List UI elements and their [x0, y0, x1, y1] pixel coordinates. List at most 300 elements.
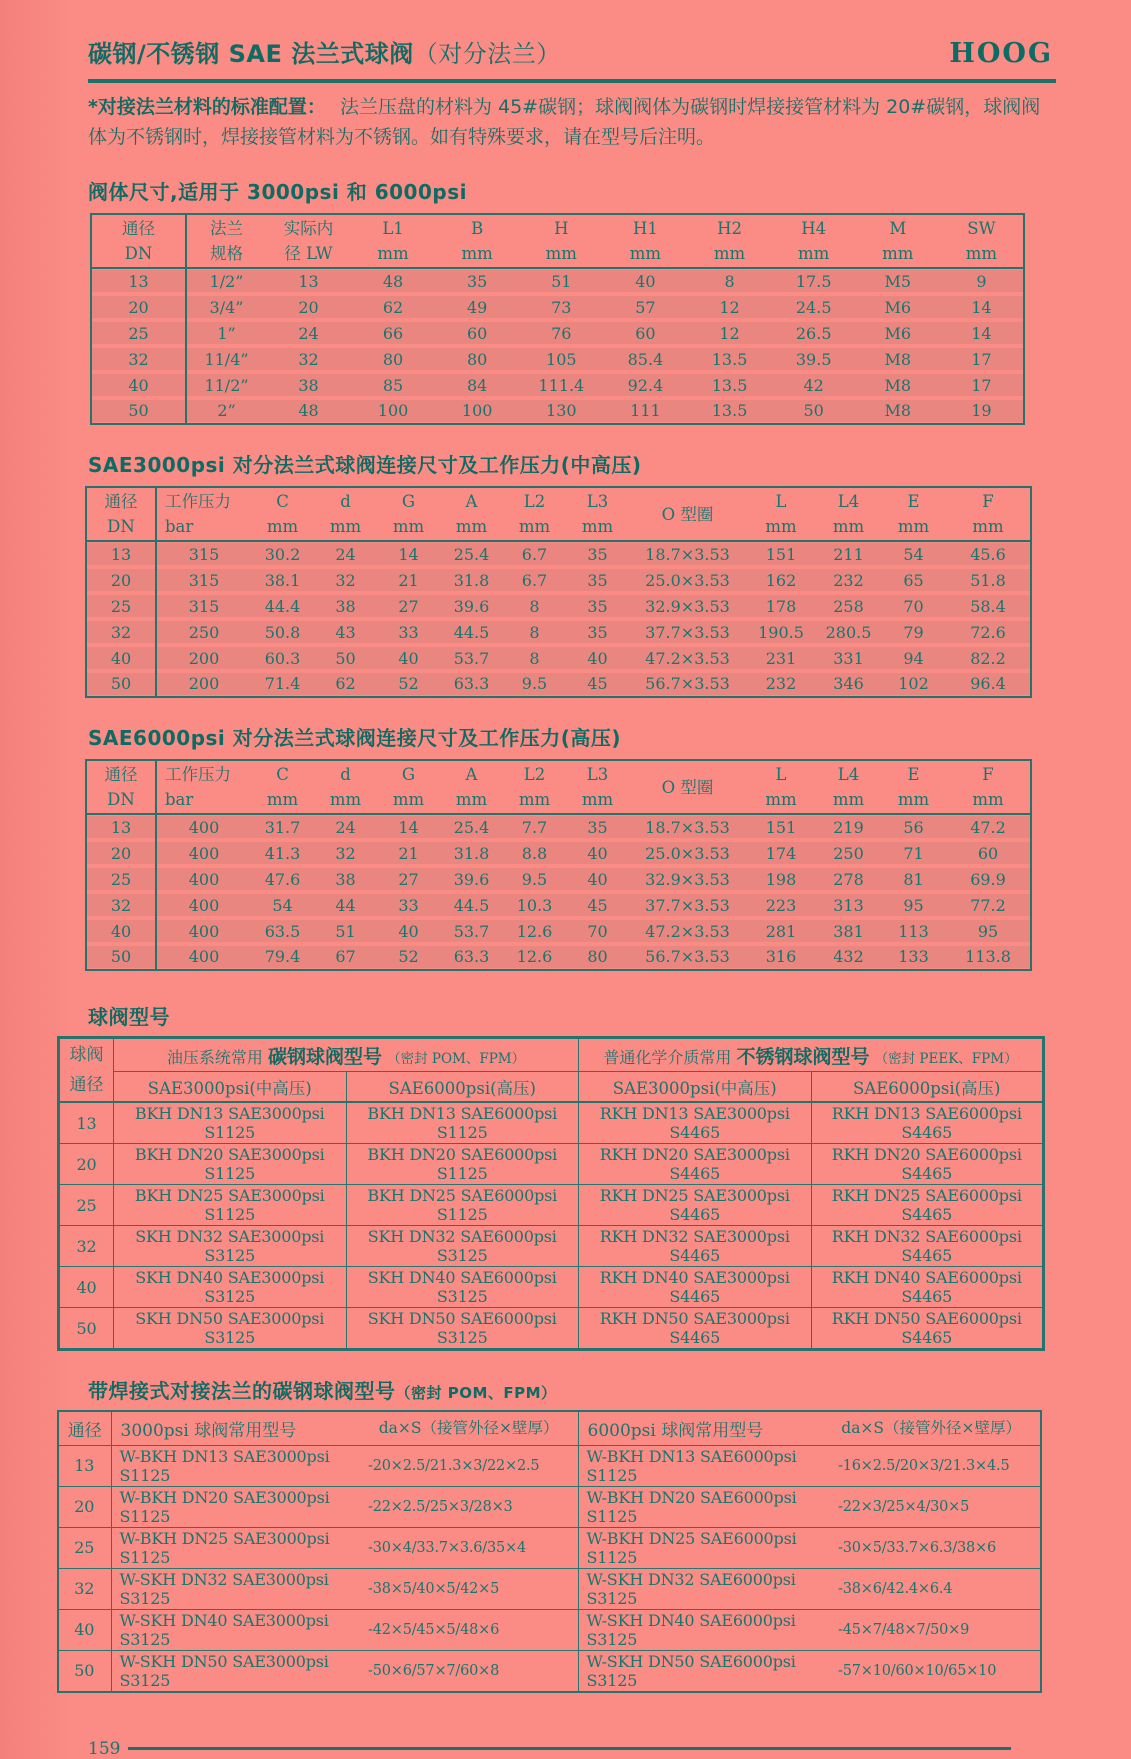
table-cell: 40: [587, 648, 608, 668]
table-row: [86, 567, 1031, 593]
table-cell: 67: [335, 947, 356, 966]
column-header: F mm: [972, 765, 1004, 809]
table-cell: W-BKH DN13 SAE3000psi S1125: [111, 1445, 366, 1486]
footer-divider: [128, 1747, 1011, 1750]
table-cell: 58.4: [970, 596, 1006, 616]
table-cell: 18.7×3.53: [645, 545, 730, 564]
table-cell: 57: [635, 297, 656, 317]
table-cell: 280.5: [825, 622, 872, 642]
table-cell: 47.2×3.53: [645, 648, 730, 668]
column-header: L3 mm: [581, 492, 614, 536]
table-cell: BKH DN13 SAE6000psi S1125: [346, 1102, 579, 1144]
table-cell: 40: [587, 869, 608, 889]
table-cell: 178: [765, 596, 797, 616]
table-cell: 130: [546, 401, 577, 420]
section-title-models: 球阀型号: [88, 1005, 170, 1029]
column-spec-label: da×S（接管外径×壁厚）: [841, 1418, 1022, 1437]
table-cell: M6: [884, 297, 912, 317]
section-title-body-size: 阀体尺寸,适用于 3000psi 和 6000psi: [88, 180, 467, 204]
column-header: O 型圈: [661, 504, 714, 524]
column-header: E mm: [897, 765, 930, 809]
table-cell: 51.8: [970, 570, 1006, 590]
table-cell: 30.2: [264, 545, 301, 564]
table-row: [58, 1609, 1041, 1650]
table-cell: 40: [91, 372, 186, 398]
column-header: A mm: [455, 492, 488, 536]
table-cell: M5: [884, 272, 912, 291]
table-cell: -30×5/33.7×6.3/38×6: [836, 1527, 1041, 1568]
table-cell: 25.0×3.53: [645, 570, 730, 590]
group-label-seal: （密封 PEEK、FPM）: [874, 1050, 1018, 1067]
table-cell: 8: [529, 648, 540, 668]
table-cell: 20: [59, 1144, 114, 1185]
table-cell: -16×2.5/20×3/21.3×4.5: [836, 1445, 1041, 1486]
page-header: [88, 34, 1053, 69]
table-row: [59, 1308, 1044, 1350]
table-row: [58, 1527, 1041, 1568]
table-cell: 40: [398, 921, 419, 941]
table-cell: 48: [298, 401, 319, 420]
section-title-sae3000: SAE3000psi 对分法兰式球阀连接尺寸及工作压力(中高压): [88, 453, 642, 477]
column-header: L4 mm: [832, 492, 865, 536]
table-cell: 40: [398, 648, 419, 668]
welded-title-seal: （密封 POM、FPM）: [395, 1384, 557, 1402]
table-cell: 25.4: [453, 545, 490, 564]
table-cell: 38: [335, 596, 356, 616]
group-label-prefix: 油压系统常用: [166, 1047, 263, 1067]
column-header: L mm: [765, 492, 797, 536]
table-cell: 60: [977, 843, 999, 863]
column-header: 法兰 规格: [210, 219, 243, 263]
table-cell: 20: [86, 840, 156, 866]
table-cell: 24.5: [795, 297, 832, 317]
table-cell: 47.2×3.53: [645, 921, 730, 941]
table-cell: RKH DN32 SAE6000psi S4465: [811, 1226, 1044, 1267]
table-cell: 32: [91, 346, 186, 372]
group-label-prefix: 普通化学介质常用: [603, 1047, 732, 1067]
table-cell: 105: [546, 349, 577, 369]
table-header-row: [58, 1411, 1041, 1445]
table-cell: 82.2: [970, 648, 1006, 668]
table-cell: 12: [719, 297, 740, 317]
table-cell: 14: [398, 818, 419, 837]
table-cell: 79: [903, 622, 924, 642]
table-cell: 381: [833, 921, 864, 941]
table-cell: 13.5: [711, 349, 748, 369]
table-cell: 232: [833, 570, 864, 590]
column-header: O 型圈: [661, 777, 714, 797]
table-cell: 162: [765, 570, 797, 590]
table-cell: 39.6: [453, 596, 490, 616]
sae3000-table: [85, 486, 1032, 698]
page-footer: [88, 1739, 1011, 1759]
table-row: [86, 671, 1031, 697]
table-cell: 40: [635, 272, 656, 291]
table-cell: 346: [833, 674, 864, 693]
table-cell: 25.0×3.53: [645, 843, 730, 863]
table-cell: 50: [86, 944, 156, 970]
column-header-6000psi: [578, 1411, 1041, 1445]
table-cell: 10.3: [516, 895, 553, 915]
table-row: [58, 1650, 1041, 1692]
table-row: [58, 1445, 1041, 1486]
table-cell: 32: [86, 892, 156, 918]
table-cell: 13.5: [711, 375, 748, 395]
table-cell: 32: [335, 570, 356, 590]
table-cell: 95: [903, 895, 924, 915]
table-cell: 39.5: [795, 349, 832, 369]
table-cell: 41.3: [264, 843, 301, 863]
table-row: [59, 1102, 1044, 1144]
table-cell: 315: [188, 570, 220, 590]
materials-note-text: 法兰压盘的材料为 45#碳钢；球阀阀体为碳钢时焊接接管材料为 20#碳钢，球阀阀体为不锈钢时，焊接接管材料为不锈钢。如有特殊要求，请在型号后注明。: [88, 96, 1041, 148]
table-cell: RKH DN20 SAE3000psi S4465: [579, 1144, 812, 1185]
table-cell: 71.4: [264, 674, 301, 693]
table-cell: -38×6/42.4×6.4: [836, 1568, 1041, 1609]
column-header: F mm: [972, 492, 1004, 536]
table-cell: 8: [529, 596, 540, 616]
table-cell: 50: [335, 648, 356, 668]
table-cell: 81: [903, 869, 924, 889]
table-row: [86, 619, 1031, 645]
table-cell: SKH DN40 SAE3000psi S3125: [114, 1267, 347, 1308]
table-cell: 31.8: [453, 570, 490, 590]
table-cell: W-BKH DN20 SAE6000psi S1125: [578, 1486, 836, 1527]
table-cell: 21: [398, 570, 419, 590]
table-cell: 40: [59, 1267, 114, 1308]
table-cell: 102: [898, 674, 929, 693]
table-cell: 151: [765, 818, 797, 837]
column-header: SW mm: [965, 219, 998, 263]
table-cell: 51: [335, 921, 356, 941]
table-cell: 50: [59, 1308, 114, 1350]
table-cell: 27: [398, 869, 419, 889]
table-cell: 44.5: [453, 622, 490, 642]
table-cell: 200: [188, 674, 220, 693]
table-cell: 85.4: [627, 349, 664, 369]
table-cell: -57×10/60×10/65×10: [836, 1650, 1041, 1692]
table-row: [86, 944, 1031, 970]
table-cell: 42: [803, 375, 824, 395]
column-group-carbon-steel: [114, 1038, 579, 1072]
table-cell: 32: [86, 619, 156, 645]
table-cell: 17: [971, 349, 992, 369]
model-number-table: [57, 1036, 1045, 1351]
table-cell: 18.7×3.53: [645, 818, 730, 837]
table-cell: 8: [529, 622, 540, 642]
table-cell: W-SKH DN40 SAE6000psi S3125: [578, 1609, 836, 1650]
table-cell: 17: [971, 375, 992, 395]
table-cell: 6.7: [521, 570, 548, 590]
table-cell: SKH DN50 SAE6000psi S3125: [346, 1308, 579, 1350]
table-cell: 400: [188, 921, 220, 941]
table-cell: 258: [833, 596, 864, 616]
table-cell: 13: [298, 272, 319, 291]
table-cell: RKH DN40 SAE3000psi S4465: [579, 1267, 812, 1308]
table-cell: BKH DN20 SAE6000psi S1125: [346, 1144, 579, 1185]
table-cell: 20: [58, 1486, 111, 1527]
table-row: [58, 1486, 1041, 1527]
table-cell: 174: [765, 843, 797, 863]
table-row: [91, 398, 1024, 424]
table-cell: 79.4: [264, 947, 301, 966]
table-cell: 113: [898, 921, 929, 941]
table-row: [91, 346, 1024, 372]
column-header: 通径 DN: [86, 760, 156, 814]
table-header-row: [86, 487, 1031, 541]
table-row: [91, 372, 1024, 398]
table-cell: 47.6: [264, 869, 301, 889]
column-header: SAE6000psi(高压): [811, 1072, 1044, 1102]
table-cell: 39.6: [453, 869, 490, 889]
table-cell: 49: [467, 297, 488, 317]
table-cell: 45.6: [970, 545, 1006, 564]
table-cell: 9: [976, 272, 987, 291]
table-cell: W-BKH DN13 SAE6000psi S1125: [578, 1445, 836, 1486]
table-cell: 40: [86, 645, 156, 671]
body-size-table: [90, 213, 1025, 425]
table-row: [86, 918, 1031, 944]
column-header: SAE3000psi(中高压): [114, 1072, 347, 1102]
table-cell: 84: [467, 375, 488, 395]
table-cell: 400: [188, 895, 220, 915]
column-header: 实际内 径 LW: [283, 219, 334, 263]
table-cell: 80: [587, 947, 608, 966]
table-cell: 50.8: [264, 622, 301, 642]
column-header: SAE6000psi(高压): [346, 1072, 579, 1102]
table-cell: 24: [335, 545, 356, 564]
column-header: 工作压力 bar: [165, 765, 231, 809]
title-divider: [88, 79, 1056, 83]
table-row: [86, 840, 1031, 866]
table-cell: 13: [86, 814, 156, 840]
table-cell: RKH DN25 SAE3000psi S4465: [579, 1185, 812, 1226]
table-cell: 111.4: [538, 375, 585, 395]
table-cell: 60.3: [264, 648, 301, 668]
table-cell: 52: [398, 947, 419, 966]
column-header: H mm: [545, 219, 577, 263]
section-title-sae6000: SAE6000psi 对分法兰式球阀连接尺寸及工作压力(高压): [88, 726, 622, 750]
table-cell: W-SKH DN32 SAE3000psi S3125: [111, 1568, 366, 1609]
table-cell: 12.6: [516, 947, 553, 966]
table-cell: 35: [587, 622, 608, 642]
column-header: L3 mm: [581, 765, 614, 809]
table-cell: 17.5: [795, 272, 832, 291]
table-cell: 151: [765, 545, 797, 564]
table-cell: 25: [86, 593, 156, 619]
table-header-row: [91, 214, 1024, 268]
table-cell: 60: [635, 323, 656, 343]
column-header: M mm: [882, 219, 914, 263]
table-cell: 25.4: [453, 818, 490, 837]
column-header: 工作压力 bar: [165, 492, 231, 536]
table-cell: BKH DN25 SAE6000psi S1125: [346, 1185, 579, 1226]
table-row: [86, 866, 1031, 892]
table-cell: 50: [86, 671, 156, 697]
table-cell: 54: [903, 545, 924, 564]
table-cell: 33: [398, 622, 419, 642]
table-cell: 37.7×3.53: [645, 895, 730, 915]
table-cell: 400: [188, 843, 220, 863]
column-header-dn: [59, 1038, 114, 1103]
table-cell: 219: [833, 818, 864, 837]
table-cell: 6.7: [521, 545, 548, 564]
table-cell: W-BKH DN25 SAE3000psi S1125: [111, 1527, 366, 1568]
table-cell: 37.7×3.53: [645, 622, 730, 642]
table-cell: -45×7/48×7/50×9: [836, 1609, 1041, 1650]
column-header: 通径 DN: [86, 487, 156, 541]
table-subheader-row: [59, 1072, 1044, 1102]
table-cell: 80: [467, 349, 488, 369]
table-cell: 40: [58, 1609, 111, 1650]
table-cell: 32: [59, 1226, 114, 1267]
table-cell: 33: [398, 895, 419, 915]
table-cell: 92.4: [627, 375, 664, 395]
table-row: [59, 1226, 1044, 1267]
table-row: [59, 1185, 1044, 1226]
table-cell: 50: [91, 398, 186, 424]
table-cell: 38.1: [264, 570, 301, 590]
table-cell: M6: [884, 323, 912, 343]
table-cell: 13: [59, 1102, 114, 1144]
column-header: SAE3000psi(中高压): [579, 1072, 812, 1102]
column-header: E mm: [897, 492, 930, 536]
column-header: 通径 DN: [91, 214, 186, 268]
table-cell: 54: [272, 895, 293, 915]
table-cell: 133: [898, 947, 929, 966]
welded-model-table: [57, 1410, 1042, 1693]
column-header: C mm: [266, 492, 299, 536]
table-cell: 13: [86, 541, 156, 567]
table-row: [58, 1568, 1041, 1609]
table-cell: 198: [765, 869, 797, 889]
table-cell: 12.6: [516, 921, 553, 941]
table-cell: 85: [382, 375, 404, 395]
column-header: L2 mm: [518, 765, 551, 809]
table-cell: 2”: [217, 401, 236, 420]
table-cell: 200: [188, 648, 220, 668]
table-cell: 38: [298, 375, 319, 395]
table-cell: 44: [335, 895, 356, 915]
welded-title-main: 带焊接式对接法兰的碳钢球阀型号: [88, 1379, 396, 1403]
column-header: d mm: [329, 765, 362, 809]
table-cell: 43: [335, 622, 356, 642]
table-cell: 400: [188, 869, 220, 889]
table-cell: RKH DN13 SAE3000psi S4465: [579, 1102, 812, 1144]
table-cell: 331: [833, 648, 864, 668]
table-header-row: [86, 760, 1031, 814]
table-cell: 80: [382, 349, 404, 369]
table-cell: 32: [298, 349, 319, 369]
table-cell: 25: [58, 1527, 111, 1568]
column-group-stainless-steel: [579, 1038, 1044, 1072]
table-cell: 432: [833, 947, 864, 966]
corner-label-bottom: 通径: [69, 1075, 104, 1095]
page-title-main: 碳钢/不锈钢 SAE 法兰式球阀: [88, 40, 414, 68]
column-header: H1 mm: [629, 219, 662, 263]
table-cell: 44.5: [453, 895, 490, 915]
table-cell: 13.5: [711, 401, 748, 420]
table-cell: 70: [587, 921, 608, 941]
table-cell: 63.3: [453, 674, 490, 693]
table-cell: 62: [335, 674, 356, 693]
table-cell: 48: [382, 272, 404, 291]
table-cell: 56: [903, 818, 924, 837]
table-row: [59, 1144, 1044, 1185]
table-cell: 50: [58, 1650, 111, 1692]
table-cell: BKH DN25 SAE3000psi S1125: [114, 1185, 347, 1226]
table-cell: W-BKH DN20 SAE3000psi S1125: [111, 1486, 366, 1527]
table-cell: 315: [188, 545, 220, 564]
column-label: 3000psi 球阀常用型号: [120, 1420, 297, 1441]
table-cell: 100: [461, 401, 493, 420]
table-cell: 32.9×3.53: [645, 596, 730, 616]
page-number: 159: [88, 1738, 121, 1759]
page-title: [88, 34, 561, 69]
table-cell: 19: [971, 401, 992, 420]
group-label-seal: （密封 POM、FPM）: [387, 1050, 526, 1067]
table-cell: 14: [398, 545, 419, 564]
column-header: L4 mm: [832, 765, 865, 809]
table-cell: W-SKH DN40 SAE3000psi S3125: [111, 1609, 366, 1650]
table-cell: 231: [765, 648, 797, 668]
table-cell: -22×3/25×4/30×5: [836, 1486, 1041, 1527]
sae6000-table: [85, 759, 1032, 971]
table-cell: 40: [587, 843, 608, 863]
table-cell: 14: [971, 323, 992, 343]
table-cell: 31.7: [264, 818, 301, 837]
group-label-bold: 不锈钢球阀型号: [736, 1045, 870, 1068]
table-cell: 77.2: [970, 895, 1006, 915]
table-cell: 63.5: [264, 921, 301, 941]
table-row: [86, 814, 1031, 840]
table-cell: -50×6/57×7/60×8: [366, 1650, 578, 1692]
table-cell: 3/4”: [209, 297, 244, 317]
table-row: [91, 268, 1024, 294]
table-cell: 53.7: [453, 648, 490, 668]
table-cell: SKH DN32 SAE6000psi S3125: [346, 1226, 579, 1267]
column-header: H2 mm: [713, 219, 746, 263]
table-cell: 313: [833, 895, 864, 915]
table-cell: M8: [884, 349, 912, 369]
table-cell: 32.9×3.53: [645, 869, 730, 889]
table-cell: 45: [587, 895, 608, 915]
column-spec-label: da×S（接管外径×壁厚）: [378, 1418, 559, 1437]
column-header: L mm: [765, 765, 797, 809]
table-group-header-row: [59, 1038, 1044, 1072]
corner-label-top: 球阀: [69, 1045, 104, 1065]
table-cell: 25: [59, 1185, 114, 1226]
table-cell: 21: [398, 843, 419, 863]
column-header: A mm: [455, 765, 488, 809]
table-cell: RKH DN50 SAE6000psi S4465: [811, 1308, 1044, 1350]
table-cell: 1/2”: [209, 272, 244, 291]
table-cell: 1”: [217, 323, 236, 343]
table-cell: BKH DN13 SAE3000psi S1125: [114, 1102, 347, 1144]
column-header: C mm: [266, 765, 299, 809]
materials-note: [88, 92, 1057, 152]
table-cell: 32: [335, 843, 356, 863]
table-cell: 95: [977, 921, 999, 941]
table-cell: 25: [86, 866, 156, 892]
table-cell: 9.5: [521, 869, 548, 889]
table-row: [86, 892, 1031, 918]
section-title-welded: [88, 1375, 1131, 1404]
table-cell: 8: [724, 272, 735, 291]
table-cell: W-BKH DN25 SAE6000psi S1125: [578, 1527, 836, 1568]
table-cell: RKH DN13 SAE6000psi S4465: [811, 1102, 1044, 1144]
table-row: [59, 1267, 1044, 1308]
